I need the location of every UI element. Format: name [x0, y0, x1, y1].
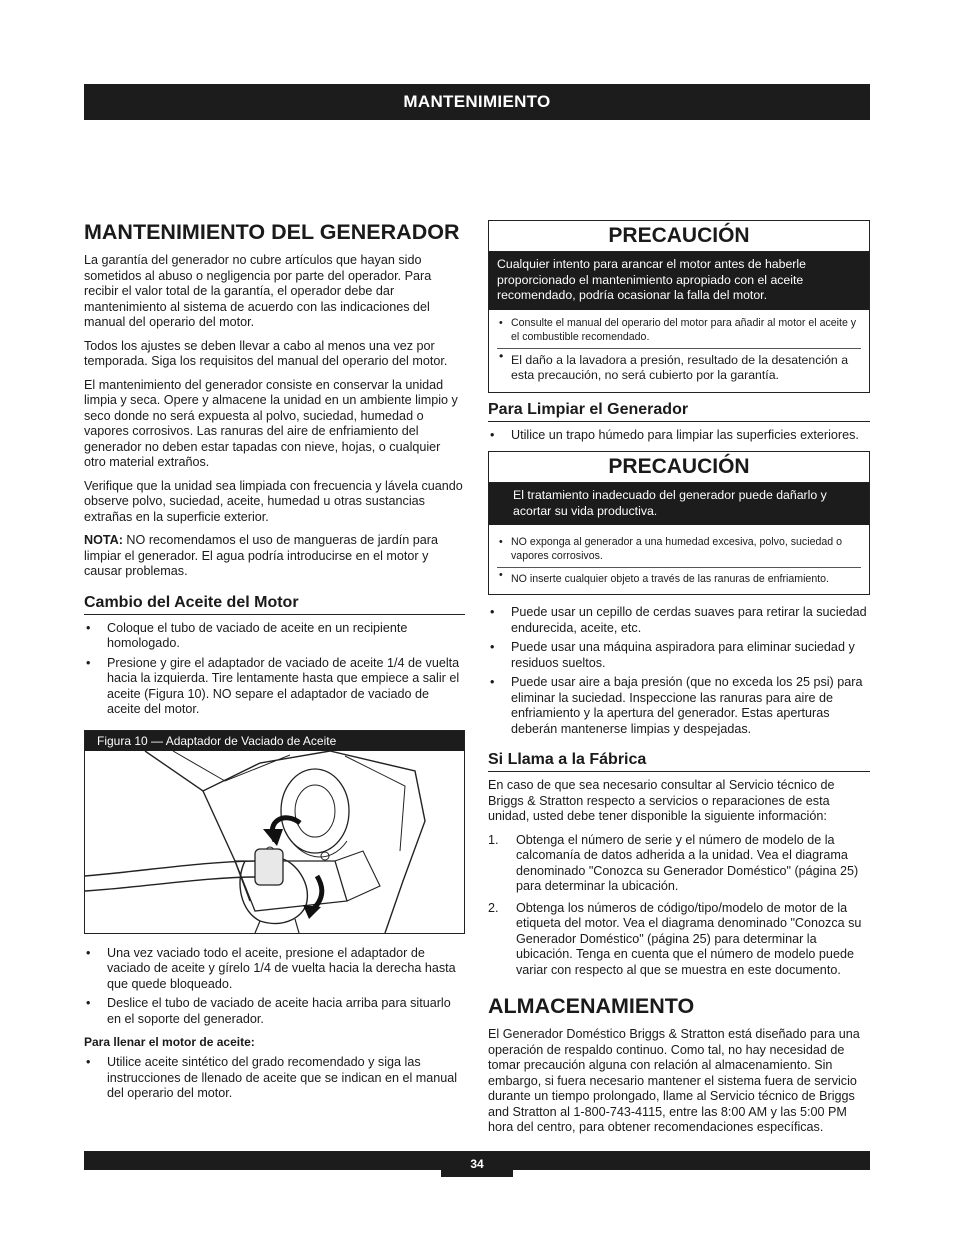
storage-paragraph: El Generador Doméstico Briggs & Stratton está diseñado para una operación de respaldo continuo. Como tal, no hay necesidad de tomar precaución alguna con relación al almacenamiento. Sin embargo, si fuera necesario mantener el sistema fuera de servicio durante un tiempo prolongado, llame al Servicio técnico de Briggs and Stratton al 1-800-743-4115, entre las 8:00 AM y las 5:00 PM hora del centro, para obtener recomendaciones específicas. — [488, 1027, 860, 1134]
list-item: • Utilice un trapo húmedo para limpiar las superficies exteriores. — [488, 428, 870, 444]
right-column — [488, 220, 870, 1144]
fill-oil-list — [84, 1055, 465, 1102]
list-item: • El daño a la lavadora a presión, resultado de la desatención a esta precaución, no será cubierto por la garantía. — [497, 348, 861, 384]
list-item: • Puede usar una máquina aspiradora para eliminar suciedad y residuos sueltos. — [488, 640, 870, 671]
section-header — [84, 84, 870, 120]
caution-title: PRECAUCIÓN — [489, 221, 869, 252]
cleaning-list — [488, 428, 870, 444]
fill-oil-heading: Para llenar el motor de aceite: — [84, 1035, 255, 1049]
item-number: 2. — [488, 900, 499, 915]
list-item: • Deslice el tubo de vaciado de aceite hacia arriba para situarlo en el soporte del generador. — [84, 996, 465, 1027]
paragraph-cleaning-frequency: Verifique que la unidad sea limpiada con frecuencia y lávela cuando observe polvo, suciedad, aceite, humedad u otras sustancias extrañas en la superficie exterior. — [84, 478, 463, 524]
caution-list — [489, 310, 869, 392]
caution-body: Cualquier intento para arancar el motor antes de haberle proporcionado el mantenimiento apropiado con el aceite recomendado, podría ocasionar la falla del motor. — [489, 252, 869, 310]
figure-caption: Figura 10 — Adaptador de Vaciado de Aceite — [85, 731, 464, 751]
list-item: • Puede usar aire a baja presión (que no exceda los 25 psi) para eliminar la suciedad. Inspeccione las ranuras para aire de enfriamiento y la apertura del generador. Estas aperturas deberán mantenerse limpias y despejadas. — [488, 675, 870, 737]
factory-paragraph: En caso de que sea necesario consultar al Servicio técnico de Briggs & Stratton respecto a servicios o reparaciones de esta unidad, usted debe tener disponible la siguiente información: — [488, 778, 835, 823]
caution-box-oil — [488, 220, 870, 393]
caution-box-treatment — [488, 451, 870, 595]
cleaning-methods-list — [488, 605, 870, 737]
left-column — [84, 220, 465, 1110]
list-item: • NO inserte cualquier objeto a través de las ranuras de enfriamiento. — [497, 567, 861, 586]
note-label: NOTA: — [84, 533, 123, 547]
item-number: 1. — [488, 832, 499, 847]
cleaning-heading: Para Limpiar el Generador — [488, 401, 870, 422]
list-item: • Una vez vaciado todo el aceite, presione el adaptador de vaciado de aceite y gírelo 1/4 de vuelta hacia la derecha hasta que quede bloqueado. — [84, 946, 465, 993]
caution-body: El tratamiento inadecuado del generador puede dañarlo y acortar su vida productiva. — [489, 483, 869, 525]
after-drain-list — [84, 946, 465, 1028]
section-header-title: MANTENIMIENTO — [403, 92, 551, 111]
list-item — [488, 833, 870, 895]
list-item: • Utilice aceite sintético del grado recomendado y siga las instrucciones de llenado de aceite que se indican en el manual del operario del motor. — [84, 1055, 465, 1102]
note-paragraph — [84, 533, 465, 580]
figure-oil-drain-adapter — [84, 730, 465, 934]
storage-heading: ALMACENAMIENTO — [488, 994, 695, 1018]
list-item: • Coloque el tubo de vaciado de aceite en un recipiente homologado. — [84, 621, 465, 652]
list-item: • NO exponga al generador a una humedad excesiva, polvo, suciedad o vapores corrosivos. — [497, 535, 861, 563]
page-title: MANTENIMIENTO DEL GENERADOR — [84, 220, 460, 244]
paragraph-warranty: La garantía del generador no cubre artículos que hayan sido sometidos al abuso o negligencia por parte del operador. Para recibir el valor total de la garantía, el operador debe dar mantenimiento al sistema de acuerdo con las indicaciones del manual del operario del motor. — [84, 253, 432, 329]
list-item: • Puede usar un cepillo de cerdas suaves para retirar la suciedad endurecida, aceite, etc. — [488, 605, 870, 636]
oil-change-list — [84, 621, 465, 718]
item-text: Obtenga el número de serie y el número de modelo de la calcomanía de datos adherida a la unidad. Vea el diagrama denominado "Conozca su Generador Doméstico" (página 25) para determinar la ubicación. — [516, 832, 859, 893]
list-item: • Consulte el manual del operario del motor para añadir al motor el aceite y el combustible recomendado. — [497, 316, 861, 344]
factory-heading: Si Llama a la Fábrica — [488, 751, 870, 772]
note-text: NO recomendamos el uso de mangueras de jardín para limpiar el generador. El agua podría introducirse en el motor y causar problemas. — [84, 533, 438, 578]
paragraph-adjustments: Todos los ajustes se deben llevar a cabo al menos una vez por temporada. Siga los requisitos del manual del operario del motor. — [84, 338, 448, 368]
caution-list — [489, 525, 869, 594]
caution-title: PRECAUCIÓN — [489, 452, 869, 483]
list-item — [488, 901, 870, 979]
oil-drain-illustration — [85, 751, 464, 933]
factory-list — [488, 833, 870, 979]
page-number — [441, 1151, 513, 1177]
list-item: • Presione y gire el adaptador de vaciado de aceite 1/4 de vuelta hacia la izquierda. Tire lentamente hasta que empiece a salir el aceite (Figura 10). NO separe el adaptador de vaciado de aceite del motor. — [84, 656, 465, 718]
page-number-text: 34 — [470, 1157, 484, 1171]
paragraph-cleanliness: El mantenimiento del generador consiste en conservar la unidad limpia y seca. Opere y almacene la unidad en un ambiente limpio y seco donde no será expuesta al polvo, suciedad, humedad o vapores corrosivos. Las ranuras del aire de enfriamiento del generador no deben estar tapadas con nieve, hojas, o cualquier otro material extraños. — [84, 377, 458, 469]
oil-change-heading: Cambio del Aceite del Motor — [84, 594, 465, 615]
item-text: Obtenga los números de código/tipo/modelo de motor de la etiqueta del motor. Vea el diagrama denominado "Conozca su Generador Doméstico" (página 25) para determinar la ubicación. Tenga en cuenta que el número de modelo puede variar con respecto al que se muestra en este documento. — [516, 900, 862, 977]
